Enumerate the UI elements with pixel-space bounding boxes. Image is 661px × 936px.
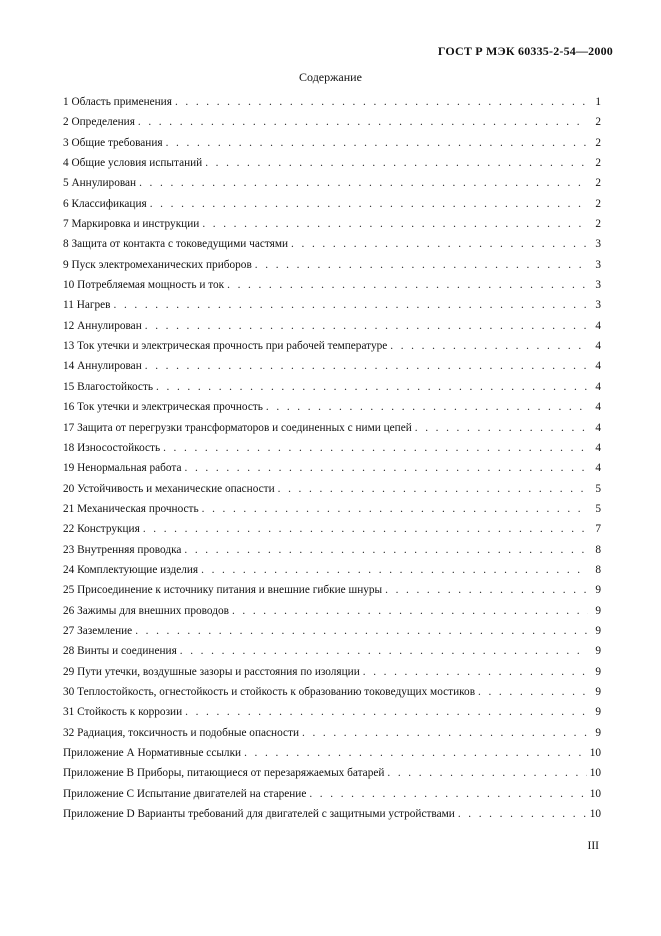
toc-entry-label: 10 Потребляемая мощность и ток: [63, 279, 225, 292]
toc-dot-leader: [135, 625, 588, 637]
toc-entry-page: 2: [595, 218, 601, 231]
toc-entry-label: 1 Область применения: [63, 96, 172, 108]
toc-entry-page: 4: [595, 441, 601, 454]
toc-entry: [63, 544, 601, 564]
toc-entry-label: Приложение С Испытание двигателей на старение: [63, 787, 307, 800]
toc-dot-leader: [278, 483, 588, 495]
toc-entry-label: 21 Механическая прочность: [63, 502, 199, 515]
toc-entry: [63, 381, 601, 401]
toc-entry: [63, 96, 601, 116]
toc-dot-leader: [114, 299, 588, 311]
toc-entry: [63, 116, 601, 136]
toc-dot-leader: [385, 584, 588, 596]
toc-entry: [63, 808, 601, 828]
toc-dot-leader: [415, 422, 588, 434]
toc-entry: [63, 625, 601, 645]
toc-entry: [63, 442, 601, 462]
toc-entry-label: 15 Влагостойкость: [63, 380, 154, 393]
toc-entry-label: 4 Общие условия испытаний: [63, 157, 203, 170]
toc-entry-page: 10: [589, 808, 601, 821]
toc-entry: [63, 605, 601, 625]
toc-entry-page: 2: [595, 197, 601, 210]
toc-entry-label: 20 Устойчивость и механические опасности: [63, 482, 275, 495]
toc-dot-leader: [291, 238, 588, 250]
toc-entry: [63, 462, 601, 482]
toc-entry-label: 9 Пуск электромеханических приборов: [63, 258, 252, 271]
toc-entry-page: 3: [595, 279, 601, 292]
toc-dot-leader: [138, 116, 588, 128]
toc-entry-label: 26 Зажимы для внешних проводов: [63, 604, 229, 617]
toc-dot-leader: [184, 544, 588, 556]
toc-dot-leader: [227, 279, 588, 291]
toc-dot-leader: [201, 564, 588, 576]
toc-entry-label: 8 Защита от контакта с токоведущими частями: [63, 238, 289, 251]
toc-entry-page: 9: [595, 706, 601, 719]
toc-entry-page: 4: [595, 360, 601, 373]
toc-entry-label: Приложение D Варианты требований для двигателей с защитными устройствами: [63, 808, 455, 821]
toc-entry: [63, 320, 601, 340]
toc-entry-label: 29 Пути утечки, воздушные зазоры и расстояния по изоляции: [63, 665, 360, 678]
toc-entry-page: 9: [595, 584, 601, 597]
toc-dot-leader: [202, 503, 588, 515]
toc-dot-leader: [150, 198, 588, 210]
toc-entry-page: 8: [595, 543, 601, 556]
toc-entry-label: 3 Общие требования: [63, 136, 163, 149]
toc-entry-page: 2: [595, 177, 601, 190]
toc-entry: [63, 340, 601, 360]
toc-dot-leader: [143, 523, 588, 535]
page-title: Содержание: [299, 70, 362, 84]
toc-entry-page: 3: [595, 299, 601, 312]
toc-dot-leader: [232, 605, 588, 617]
toc-entry-label: 30 Теплостойкость, огнестойкость и стойкость к образованию токоведущих мостиков: [63, 685, 476, 698]
toc-dot-leader: [185, 706, 588, 718]
toc-entry-label: 13 Ток утечки и электрическая прочность при рабочей температуре: [63, 340, 388, 353]
toc-entry-label: 32 Радиация, токсичность и подобные опасности: [63, 726, 299, 739]
toc-entry-label: 11 Нагрев: [63, 299, 111, 312]
toc-entry: [63, 422, 601, 442]
toc-dot-leader: [202, 218, 588, 230]
toc-dot-leader: [387, 767, 586, 779]
toc-entry-page: 10: [589, 747, 601, 759]
toc-entry-page: 4: [595, 401, 601, 414]
toc-dot-leader: [156, 381, 588, 393]
toc-entry-page: 2: [595, 157, 601, 170]
toc-entry-label: 5 Аннулирован: [63, 177, 137, 190]
toc-entry-page: 9: [595, 665, 601, 678]
toc-dot-leader: [390, 340, 588, 352]
toc-entry: [63, 503, 601, 523]
toc-entry: [63, 686, 601, 706]
toc-dot-leader: [458, 808, 587, 820]
toc-dot-leader: [255, 259, 588, 271]
toc-dot-leader: [166, 137, 588, 149]
toc-entry: [63, 238, 601, 258]
toc-entry-label: 28 Винты и соединения: [63, 645, 177, 658]
toc-entry: [63, 360, 601, 380]
toc-entry-page: 9: [595, 604, 601, 617]
toc-entry-label: 24 Комплектующие изделия: [63, 563, 199, 576]
toc-entry: [63, 218, 601, 238]
toc-entry-page: 2: [595, 116, 601, 129]
toc-entry-label: 23 Внутренняя проводка: [63, 543, 182, 556]
toc-entry-label: 7 Маркировка и инструкции: [63, 218, 200, 231]
toc-dot-leader: [185, 462, 588, 474]
document-header: ГОСТ Р МЭК 60335-2-54—2000: [437, 44, 613, 58]
toc-dot-leader: [205, 157, 588, 169]
toc-entry-page: 9: [595, 624, 601, 637]
toc-entry: [63, 259, 601, 279]
toc-entry-page: 4: [595, 340, 601, 353]
toc-entry: [63, 299, 601, 319]
toc-entry: [63, 706, 601, 726]
toc-entry-page: 9: [595, 685, 601, 698]
toc-entry: [63, 198, 601, 218]
toc-entry: [63, 788, 601, 808]
toc-entry-page: 2: [595, 136, 601, 149]
toc-entry-page: 10: [589, 787, 601, 800]
toc-dot-leader: [309, 788, 586, 800]
toc-entry-label: 31 Стойкость к коррозии: [63, 706, 183, 719]
toc-entry-label: 14 Аннулирован: [63, 360, 142, 373]
toc-entry-label: Приложение В Приборы, питающиеся от перезаряжаемых батарей: [63, 767, 385, 780]
table-of-contents: [63, 96, 601, 828]
toc-entry-page: 3: [595, 238, 601, 251]
toc-entry-label: 12 Аннулирован: [63, 319, 142, 332]
toc-entry-page: 5: [595, 502, 601, 515]
toc-entry: [63, 666, 601, 686]
toc-entry: [63, 767, 601, 787]
toc-entry: [63, 564, 601, 584]
toc-entry-page: 5: [595, 482, 601, 495]
toc-entry-page: 1: [595, 96, 601, 108]
toc-entry-page: 3: [595, 258, 601, 271]
toc-entry-label: 17 Защита от перегрузки трансформаторов и соединенных с ними цепей: [63, 421, 412, 434]
toc-entry-label: 18 Износостойкость: [63, 441, 161, 454]
toc-dot-leader: [163, 442, 588, 454]
toc-dot-leader: [175, 96, 588, 108]
toc-entry-page: 10: [589, 767, 601, 780]
toc-dot-leader: [363, 666, 588, 678]
toc-entry-page: 4: [595, 421, 601, 434]
toc-dot-leader: [244, 747, 587, 759]
toc-entry-label: Приложение А Нормативные ссылки: [63, 747, 242, 759]
page-number: III: [587, 840, 599, 852]
toc-entry-page: 8: [595, 563, 601, 576]
toc-dot-leader: [139, 177, 588, 189]
toc-entry-label: 16 Ток утечки и электрическая прочность: [63, 401, 263, 414]
toc-dot-leader: [302, 727, 588, 739]
toc-entry: [63, 727, 601, 747]
toc-entry: [63, 401, 601, 421]
toc-entry-label: 22 Конструкция: [63, 523, 140, 536]
toc-entry: [63, 279, 601, 299]
toc-entry-label: 25 Присоединение к источнику питания и внешние гибкие шнуры: [63, 584, 383, 597]
toc-dot-leader: [478, 686, 588, 698]
toc-entry: [63, 157, 601, 177]
toc-entry: [63, 645, 601, 665]
toc-entry-page: 7: [595, 523, 601, 536]
toc-entry: [63, 137, 601, 157]
toc-entry-page: 9: [595, 645, 601, 658]
toc-dot-leader: [145, 320, 588, 332]
toc-dot-leader: [180, 645, 588, 657]
toc-dot-leader: [145, 360, 588, 372]
toc-entry-label: 19 Ненормальная работа: [63, 462, 182, 475]
toc-entry: [63, 747, 601, 767]
toc-entry: [63, 483, 601, 503]
toc-entry-page: 4: [595, 380, 601, 393]
toc-entry-page: 9: [595, 726, 601, 739]
toc-entry-label: 2 Определения: [63, 116, 135, 129]
toc-dot-leader: [266, 401, 588, 413]
toc-entry: [63, 523, 601, 543]
toc-entry-label: 27 Заземление: [63, 624, 133, 637]
toc-entry-label: 6 Классификация: [63, 197, 147, 210]
toc-entry-page: 4: [595, 319, 601, 332]
toc-entry: [63, 177, 601, 197]
toc-entry-page: 4: [595, 462, 601, 475]
toc-entry: [63, 584, 601, 604]
